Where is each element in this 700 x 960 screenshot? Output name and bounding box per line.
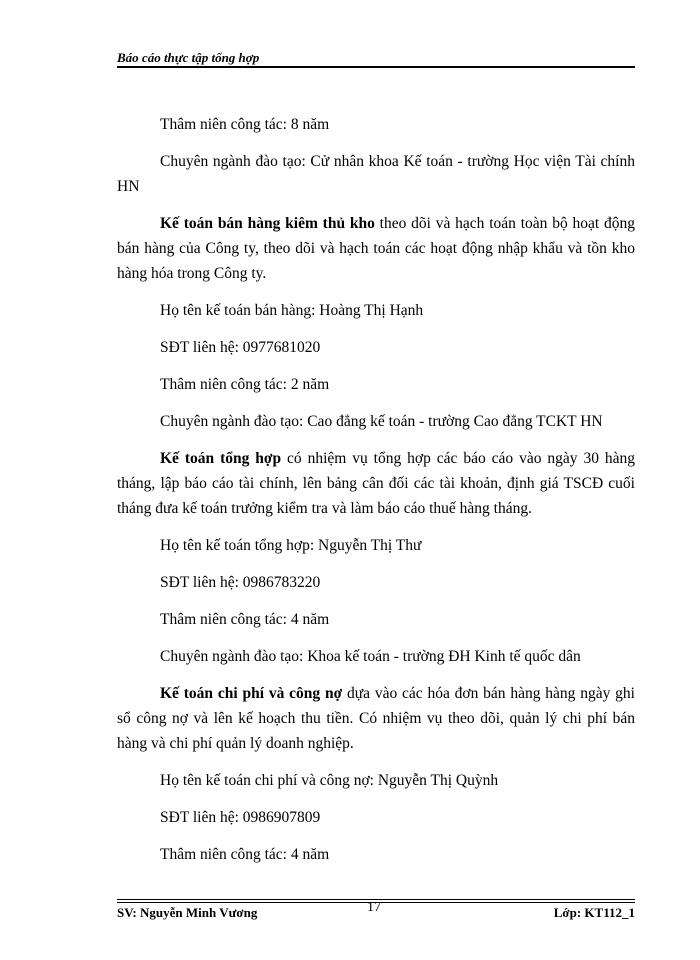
paragraph-text: theo dõi và hạch toán toàn bộ hoạt động bán hàng của Công ty, theo dõi và hạch toán các hoạt động nhập khẩu và tồn kho hàng hóa trong Công ty. (117, 215, 635, 282)
paragraph: SĐT liên hệ: 0977681020 (160, 339, 321, 356)
footer-student-name: SV: Nguyễn Minh Vương (117, 905, 258, 920)
paragraph (117, 681, 635, 756)
bold-heading: Kế toán bán hàng kiêm thủ kho (160, 215, 375, 232)
bold-heading: Kế toán chi phí và công nợ (160, 685, 343, 702)
paragraph: Thâm niên công tác: 4 năm (160, 846, 330, 863)
bold-heading: Kế toán tổng hợp (160, 450, 282, 467)
document-body (117, 112, 635, 867)
footer-class: Lớp: KT112_1 (553, 905, 635, 920)
paragraph: Họ tên kế toán tổng hợp: Nguyễn Thị Thư (160, 537, 422, 554)
paragraph: Họ tên kế toán chi phí và công nợ: Nguyễn Thị Quỳnh (160, 772, 499, 789)
paragraph: SĐT liên hệ: 0986907809 (160, 809, 321, 826)
paragraph: Thâm niên công tác: 4 năm (160, 611, 330, 628)
paragraph-text: dựa vào các hóa đơn bán hàng hàng ngày ghi sổ công nợ và lên kế hoạch thu tiền. Có nhiệm vụ theo dõi, quản lý chi phí bán hàng và chi phí quản lý doanh nghiệp. (117, 685, 635, 752)
paragraph-text: có nhiệm vụ tổng hợp các báo cáo vào ngày 30 hàng tháng, lập báo cáo tài chính, lên bảng cân đối các tài khoản, định giá TSCĐ cuối tháng đưa kế toán trưởng kiểm tra và làm báo cáo thuế hàng tháng. (117, 450, 636, 517)
paragraph: SĐT liên hệ: 0986783220 (160, 574, 321, 591)
paragraph (117, 211, 635, 286)
page-number: 17 (367, 900, 381, 915)
paragraph: Chuyên ngành đào tạo: Cao đẳng kế toán - trường Cao đẳng TCKT HN (160, 413, 603, 430)
paragraph: Họ tên kế toán bán hàng: Hoàng Thị Hạnh (160, 302, 424, 319)
paragraph: Chuyên ngành đào tạo: Khoa kế toán - trường ĐH Kinh tế quốc dân (160, 648, 581, 665)
header-rule (117, 66, 635, 68)
paragraph (117, 446, 635, 521)
page-header-title: Báo cáo thực tập tổng hợp (117, 50, 260, 65)
paragraph: Thâm niên công tác: 2 năm (160, 376, 330, 393)
paragraph: Chuyên ngành đào tạo: Cử nhân khoa Kế toán - trường Học viện Tài chính HN (117, 153, 635, 195)
paragraph: Thâm niên công tác: 8 năm (160, 116, 330, 133)
